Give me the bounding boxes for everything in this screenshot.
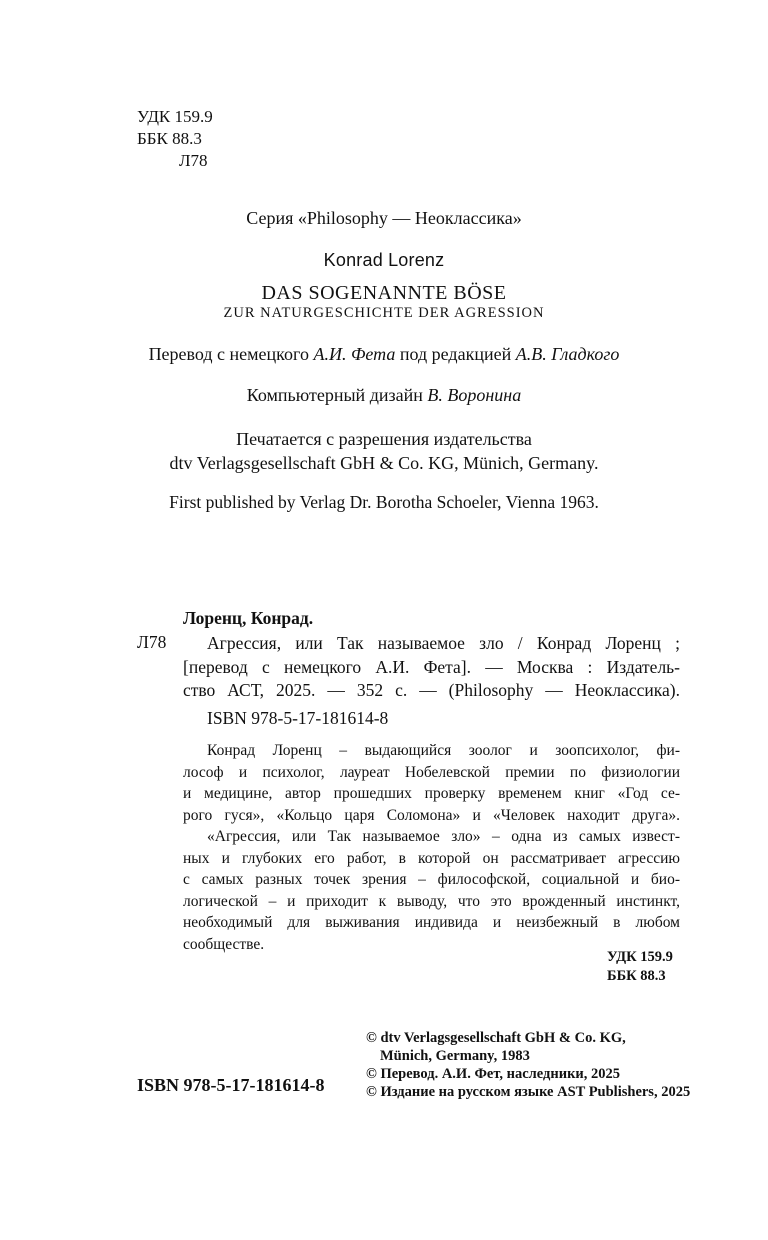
annotation-line: с самых разных точек зрения – философской, социальной и био-	[183, 871, 680, 888]
translation-credit	[0, 344, 768, 365]
editor-name: А.В. Гладкого	[515, 344, 620, 364]
annotation-line: сообществе.	[183, 935, 265, 953]
annotation	[183, 740, 680, 955]
first-published: First published by Verlag Dr. Borotha Schoeler, Vienna 1963.	[169, 492, 599, 512]
author-sign: Л78	[179, 151, 208, 170]
designer-name: В. Воронина	[427, 385, 522, 405]
udk-code-bottom: УДК 159.9	[607, 949, 673, 965]
design-credit	[0, 385, 768, 406]
translation-middle: под редакцией	[395, 344, 516, 364]
bibliography-code: Л78	[137, 632, 167, 652]
copyright-line: © dtv Verlagsgesellschaft GbH & Co. KG,	[366, 1030, 626, 1046]
original-subtitle: ZUR NATURGESCHICHTE DER AGRESSION	[223, 305, 545, 321]
annotation-line: необходимый для выживания индивида и неизбежный в любом	[183, 914, 680, 931]
annotation-line: Конрад Лоренц – выдающийся зоолог и зоопсихолог, фи-	[207, 742, 680, 759]
annotation-line: и медицине, автор прошедших проверку временем книг «Год се-	[183, 785, 680, 802]
design-prefix: Компьютерный дизайн	[246, 385, 428, 405]
annotation-line: лософ и психолог, лауреат Нобелевской премии по физиологии	[183, 763, 680, 781]
original-author: Konrad Lorenz	[323, 250, 445, 270]
classification-codes-bottom	[607, 948, 673, 986]
annotation-line: «Агрессия, или Так называемое зло» – одна из самых извест-	[207, 828, 680, 845]
bibliography-author: Лоренц, Конрад.	[183, 608, 314, 628]
original-title: DAS SOGENANNTE BÖSE	[261, 282, 507, 304]
annotation-line: ных и глубоких его работ, в которой он рассматривает агрессию	[183, 849, 680, 867]
classification-codes	[137, 106, 213, 172]
bbk-code-bottom: ББК 88.3	[607, 968, 666, 984]
isbn-bottom: ISBN 978-5-17-181614-8	[137, 1075, 325, 1095]
translator-name: А.И. Фета	[313, 344, 396, 364]
translation-prefix: Перевод с немецкого	[148, 344, 314, 364]
udk-code: УДК 159.9	[137, 107, 213, 126]
bbk-code: ББК 88.3	[137, 129, 202, 148]
copyright-block	[366, 1029, 690, 1101]
bibliography-line: [перевод с немецкого А.И. Фета]. — Москва : Издатель-	[183, 656, 680, 677]
bibliography-isbn: ISBN 978-5-17-181614-8	[207, 708, 389, 728]
series-line: Серия «Philosophy — Неоклассика»	[246, 208, 522, 228]
copyright-line: © Перевод. А.И. Фет, наследники, 2025	[366, 1066, 621, 1082]
bibliography-line: ство АСТ, 2025. — 352 с. — (Philosophy — Неоклассика).	[183, 680, 680, 700]
permission-line-2: dtv Verlagsgesellschaft GbH & Co. KG, Münich, Germany.	[169, 453, 599, 473]
annotation-line: рого гуся», «Кольцо царя Соломона» и «Человек находит друга».	[183, 806, 680, 824]
copyright-line: © Издание на русском языке AST Publishers, 2025	[366, 1084, 691, 1100]
copyright-line: Münich, Germany, 1983	[380, 1048, 530, 1064]
permission-line-1: Печатается с разрешения издательства	[236, 429, 532, 449]
permission-notice	[0, 427, 768, 475]
bibliography-line: Агрессия, или Так называемое зло / Конрад Лоренц ;	[207, 633, 680, 653]
bibliography-record	[183, 632, 680, 703]
annotation-line: логической – и приходит к выводу, что это врожденный инстинкт,	[183, 892, 680, 910]
